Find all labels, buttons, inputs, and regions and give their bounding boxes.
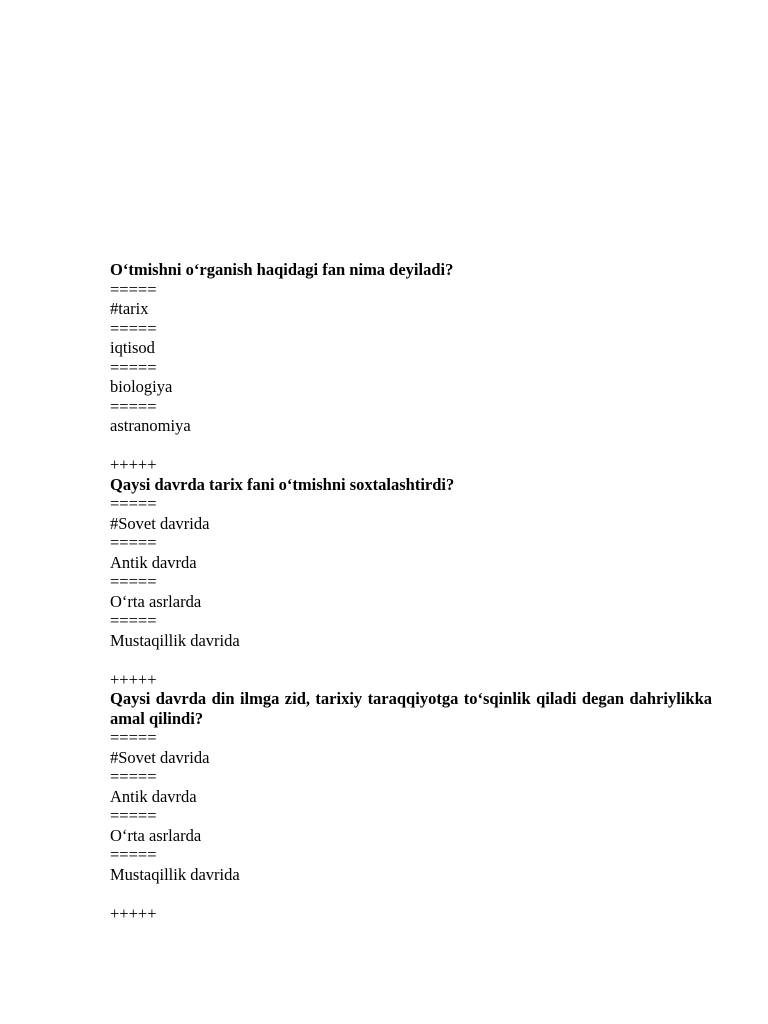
answer-separator: ===== [110,396,157,416]
question-block [110,689,712,923]
answer-option: #Sovet davrida [110,747,210,767]
question-text: Qaysi davrda din ilmga zid, tarixiy taraqqiyotga to‘sqinlik qiladi degan dahriylikka amal qilindi? [110,689,712,728]
answer-option: #Sovet davrida [110,513,210,533]
answer-separator: ===== [110,806,157,825]
answer-option: astranomiya [110,416,191,435]
answer-separator: ===== [110,767,157,786]
question-text: O‘tmishni o‘rganish haqidagi fan nima deyiladi? [110,260,454,279]
blank-line [110,650,712,670]
answer-separator: ===== [110,572,157,591]
answer-option: Mustaqillik davrida [110,864,240,884]
blank-line [110,884,712,904]
question-text: Qaysi davrda tarix fani o‘tmishni soxtalashtirdi? [110,474,455,494]
block-end-marker: +++++ [110,669,157,689]
answer-option: iqtisod [110,338,155,357]
answer-separator: ===== [110,357,157,377]
answer-separator: ===== [110,845,157,864]
block-end-marker: +++++ [110,455,157,474]
answer-separator: ===== [110,279,157,299]
answer-option: Mustaqillik davrida [110,630,240,650]
answer-option: Antik davrda [110,786,197,806]
answer-separator: ===== [110,728,157,747]
answer-option: #tarix [110,299,149,318]
question-block [110,260,712,475]
document-page [110,260,712,923]
answer-separator: ===== [110,494,157,513]
answer-option: biologiya [110,377,173,396]
blank-line [110,436,712,456]
question-block [110,475,712,690]
block-end-marker: +++++ [110,903,157,923]
answer-separator: ===== [110,318,157,338]
answer-option: Antik davrda [110,552,197,572]
answer-separator: ===== [110,533,157,552]
answer-option: O‘rta asrlarda [110,825,202,845]
answer-separator: ===== [110,611,157,630]
answer-option: O‘rta asrlarda [110,591,202,611]
